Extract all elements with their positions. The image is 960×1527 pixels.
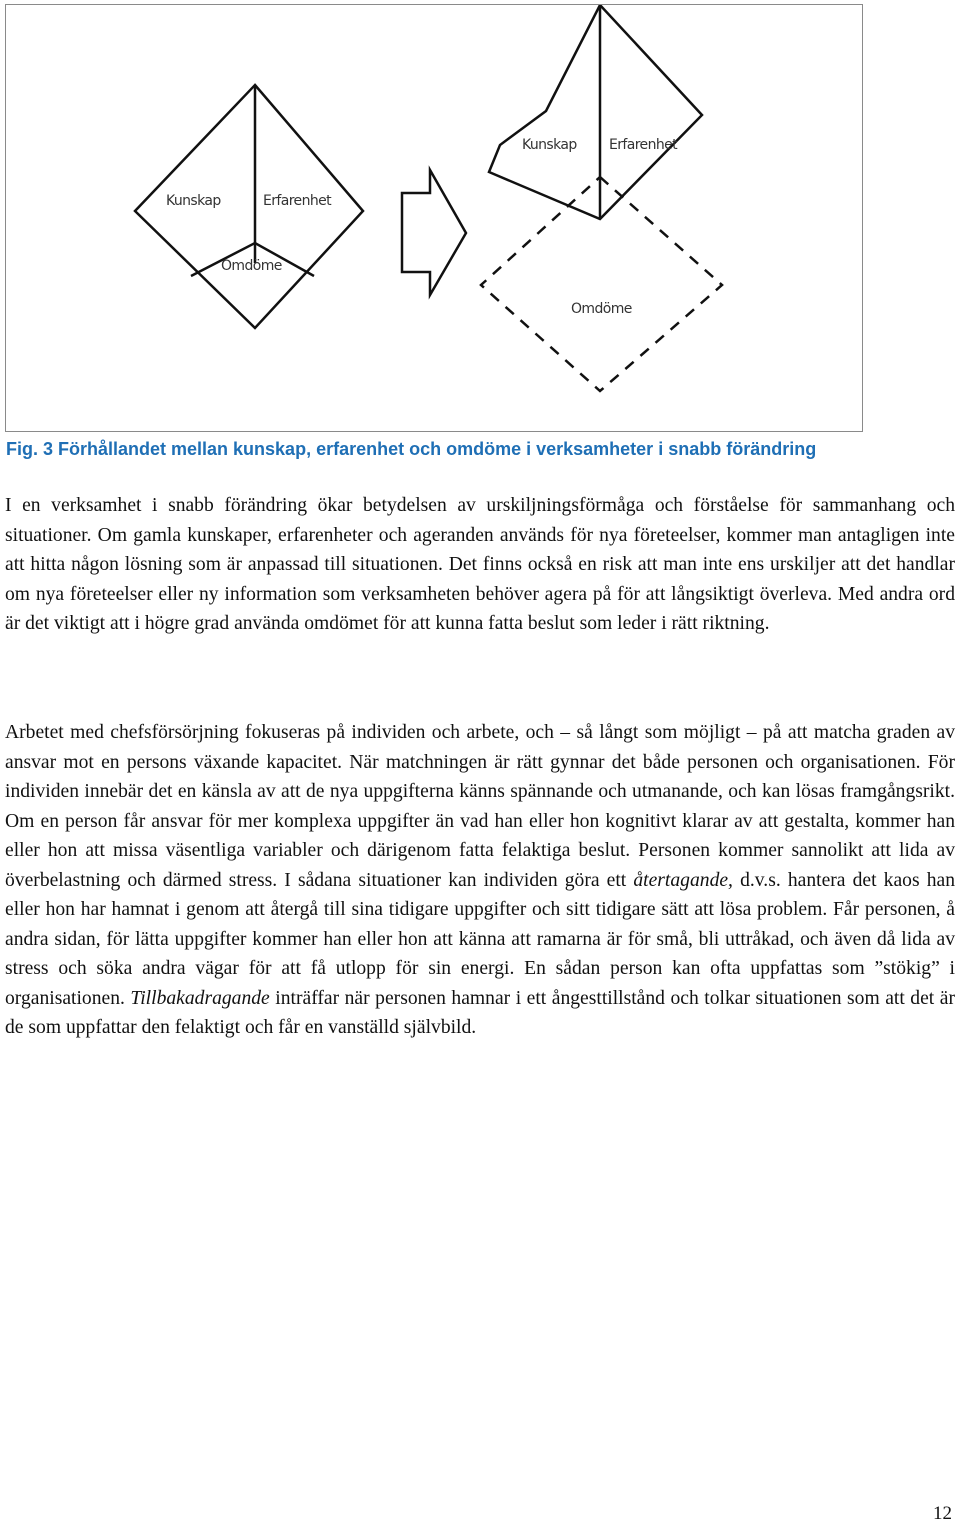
paragraph-2-text-c: inträffar när personen hamnar i ett ångesttillstånd och tolkar situationen som att det är de som uppfattar den felaktigt och får en vanställd självbild. [5, 987, 955, 1038]
right-kunskap-label: Kunskap [522, 137, 577, 153]
dashed-omdome-diamond [481, 177, 722, 391]
paragraph-2-text-a: Arbetet med chefsförsörjning fokuseras på individen och arbete, och – så långt som möjligt – på att matcha graden av ansvar mot en persons växande kapacitet. När matchningen är rätt gynnar det både personen och organisationen. För individen innebär det en känsla av att de nya uppgifterna känns spännande och utmanande, och kan lösas framgångsrikt. Om en person får ansvar för mer komplexa uppgifter än vad han eller hon kognitivt klarar av att gestalta, kommer han eller hon att missa väsentliga variabler och därigenom fatta felaktiga beslut. Personen kommer sannolikt att lida av överbelastning och därmed stress. I sådana situationer kan individen göra ett [5, 722, 955, 891]
paragraph-2-text-b: d.v.s. hantera det kaos han eller hon har hamnat i genom att återgå till sina tidigare uppgifter och sitt tidigare sätt att lösa problem. Får personen, å andra sidan, för lätta uppgifter kommer han eller hon att känna att ramarna är för små, bli uttråkad, och även då lida av stress och söka andra vägar för att få utlopp för sin energi. En sådan person kan ofta uppfattas som ”stökig” i organisationen. [5, 869, 955, 1009]
left-kunskap-label: Kunskap [166, 193, 221, 209]
relationship-diagram [6, 5, 864, 433]
left-erfarenhet-label: Erfarenhet [263, 193, 332, 209]
page-number: 12 [933, 1503, 952, 1524]
transition-arrow-icon [402, 170, 466, 295]
right-diamond-outline [489, 5, 702, 219]
figure-caption: Fig. 3 Förhållandet mellan kunskap, erfarenhet och omdöme i verksamheter i snabb förändring [6, 439, 817, 459]
italic-term-tillbakadragande: Tillbakadragande [130, 987, 270, 1009]
left-omdome-label: Omdöme [221, 258, 282, 274]
body-paragraph-1: I en verksamhet i snabb förändring ökar betydelsen av urskiljningsförmåga och förståelse för sammanhang och situationer. Om gamla kunskaper, erfarenheter och ageranden används för nya företeelser, kommer man antagligen inte att hitta någon lösning som är anpassad till situationen. Det finns också en risk att man inte ens urskiljer att det handlar om nya företeelser eller ny information som verksamheten behöver agera på för att långsiktigt överleva. Med andra ord är det viktigt att i högre grad använda omdömet för att kunna fatta beslut som leder i rätt riktning. [5, 495, 955, 634]
italic-term-atertagande: återtagande, [633, 869, 733, 891]
right-erfarenhet-label: Erfarenhet [609, 137, 678, 153]
right-omdome-label: Omdöme [571, 301, 632, 317]
body-paragraph-2 [5, 718, 955, 1043]
figure-frame [5, 4, 863, 432]
right-diamond [489, 5, 702, 219]
